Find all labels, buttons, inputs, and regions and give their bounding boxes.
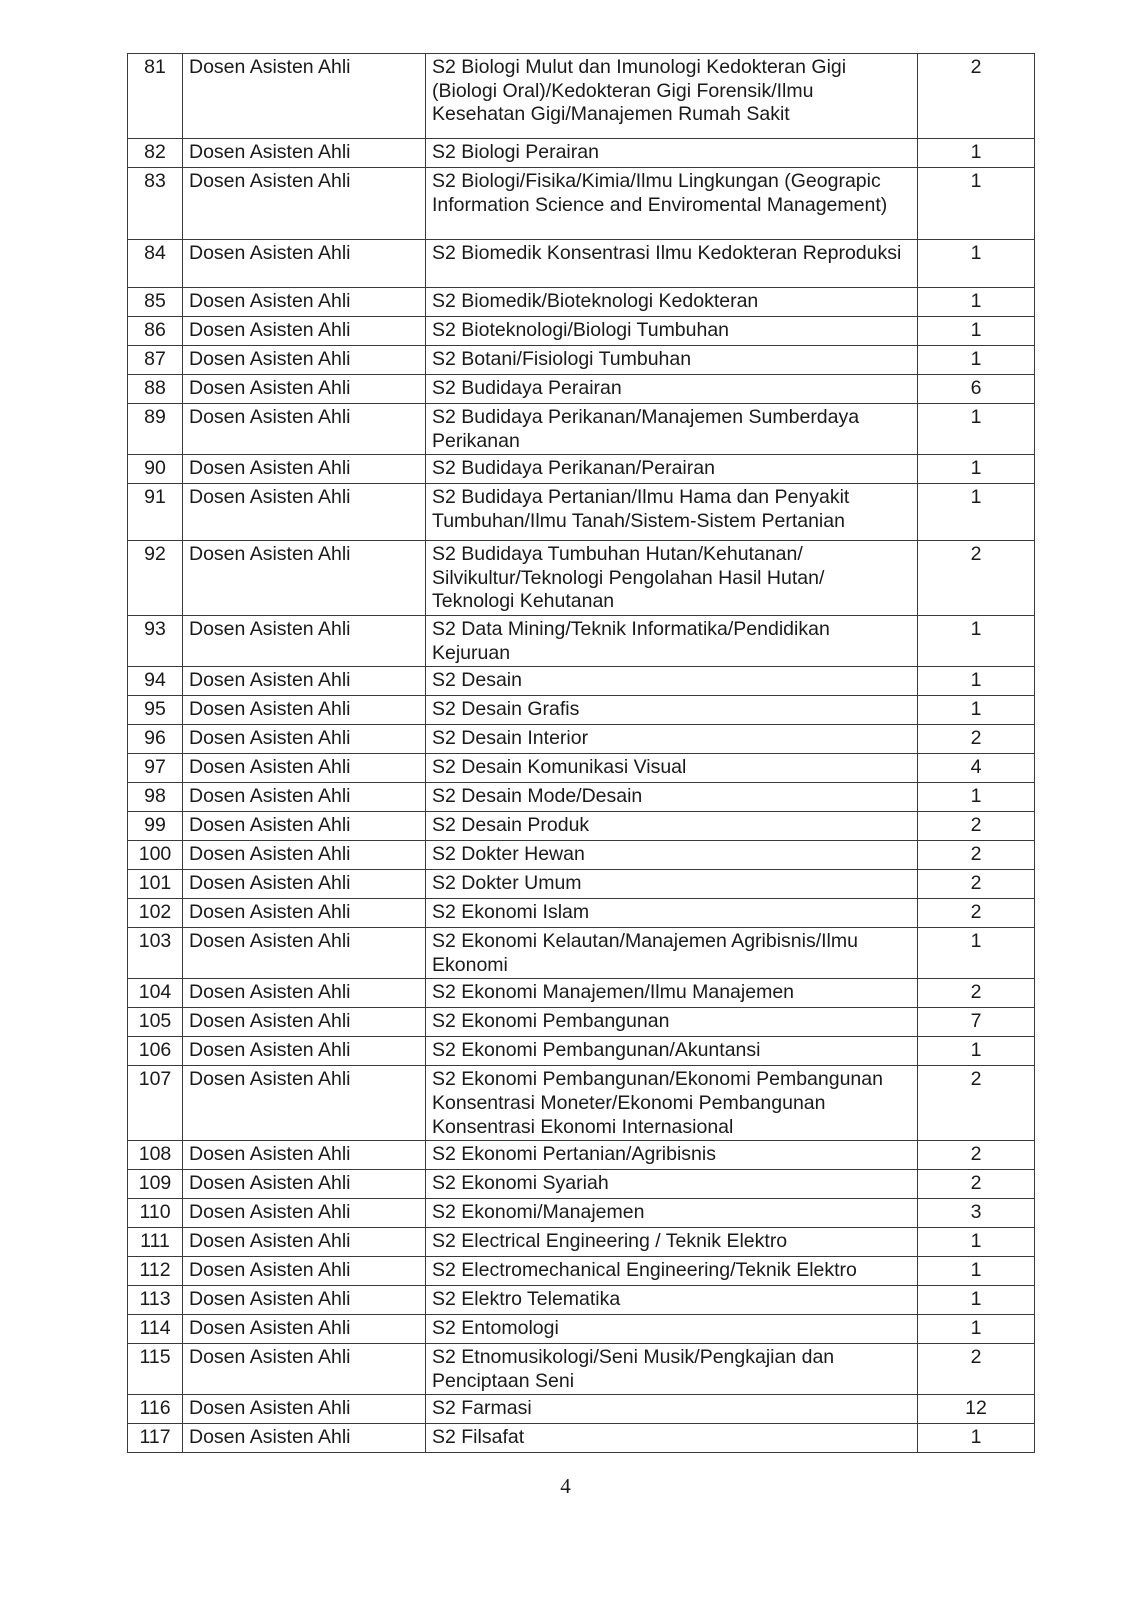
- row-number: 117: [128, 1424, 183, 1453]
- quota-cell: 1: [918, 455, 1035, 484]
- position-cell: Dosen Asisten Ahli: [183, 1037, 426, 1066]
- row-number: 99: [128, 812, 183, 841]
- row-number: 82: [128, 139, 183, 168]
- qualification-cell: S2 Farmasi: [426, 1395, 918, 1424]
- table-row: [128, 979, 1035, 1008]
- table-row: [128, 455, 1035, 484]
- quota-cell: 2: [918, 1066, 1035, 1141]
- position-cell: Dosen Asisten Ahli: [183, 54, 426, 139]
- position-cell: Dosen Asisten Ahli: [183, 139, 426, 168]
- row-number: 112: [128, 1257, 183, 1286]
- position-cell: Dosen Asisten Ahli: [183, 1008, 426, 1037]
- table-row: [128, 928, 1035, 979]
- table-row: [128, 1315, 1035, 1344]
- row-number: 86: [128, 317, 183, 346]
- qualification-cell: S2 Desain Produk: [426, 812, 918, 841]
- qualification-cell: S2 Biomedik/Bioteknologi Kedokteran: [426, 288, 918, 317]
- quota-cell: 2: [918, 1344, 1035, 1395]
- quota-cell: 1: [918, 1424, 1035, 1453]
- quota-cell: 7: [918, 1008, 1035, 1037]
- quota-cell: 4: [918, 754, 1035, 783]
- quota-cell: 1: [918, 696, 1035, 725]
- qualification-cell: S2 Budidaya Perikanan/Perairan: [426, 455, 918, 484]
- table-row: [128, 1257, 1035, 1286]
- table-row: [128, 1199, 1035, 1228]
- row-number: 113: [128, 1286, 183, 1315]
- qualification-cell: S2 Electrical Engineering / Teknik Elektro: [426, 1228, 918, 1257]
- row-number: 111: [128, 1228, 183, 1257]
- position-cell: Dosen Asisten Ahli: [183, 288, 426, 317]
- quota-cell: 2: [918, 979, 1035, 1008]
- row-number: 94: [128, 667, 183, 696]
- row-number: 103: [128, 928, 183, 979]
- quota-cell: 1: [918, 1228, 1035, 1257]
- qualification-cell: S2 Desain Interior: [426, 725, 918, 754]
- qualification-cell: S2 Ekonomi Islam: [426, 899, 918, 928]
- position-cell: Dosen Asisten Ahli: [183, 1424, 426, 1453]
- row-number: 90: [128, 455, 183, 484]
- row-number: 95: [128, 696, 183, 725]
- table-row: [128, 484, 1035, 541]
- quota-cell: 1: [918, 139, 1035, 168]
- quota-cell: 2: [918, 725, 1035, 754]
- quota-cell: 1: [918, 667, 1035, 696]
- qualification-cell: S2 Biologi Mulut dan Imunologi Kedokteran Gigi (Biologi Oral)/Kedokteran Gigi Forensik/Ilmu Kesehatan Gigi/Manajemen Rumah Sakit: [426, 54, 918, 139]
- row-number: 87: [128, 346, 183, 375]
- position-cell: Dosen Asisten Ahli: [183, 1199, 426, 1228]
- qualification-cell: S2 Biomedik Konsentrasi Ilmu Kedokteran Reproduksi: [426, 240, 918, 288]
- row-number: 105: [128, 1008, 183, 1037]
- position-cell: Dosen Asisten Ahli: [183, 812, 426, 841]
- position-cell: Dosen Asisten Ahli: [183, 240, 426, 288]
- position-cell: Dosen Asisten Ahli: [183, 841, 426, 870]
- quota-cell: 1: [918, 1315, 1035, 1344]
- row-number: 92: [128, 541, 183, 616]
- position-cell: Dosen Asisten Ahli: [183, 1170, 426, 1199]
- table-row: [128, 317, 1035, 346]
- position-cell: Dosen Asisten Ahli: [183, 168, 426, 240]
- qualification-cell: S2 Biologi Perairan: [426, 139, 918, 168]
- quota-cell: 6: [918, 375, 1035, 404]
- qualification-cell: S2 Budidaya Tumbuhan Hutan/Kehutanan/ Silvikultur/Teknologi Pengolahan Hasil Hutan/ Teknologi Kehutanan: [426, 541, 918, 616]
- qualification-cell: S2 Budidaya Perairan: [426, 375, 918, 404]
- quota-cell: 2: [918, 841, 1035, 870]
- row-number: 96: [128, 725, 183, 754]
- quota-cell: 1: [918, 240, 1035, 288]
- position-cell: Dosen Asisten Ahli: [183, 404, 426, 455]
- row-number: 85: [128, 288, 183, 317]
- table-row: [128, 240, 1035, 288]
- row-number: 106: [128, 1037, 183, 1066]
- quota-cell: 2: [918, 541, 1035, 616]
- qualification-cell: S2 Data Mining/Teknik Informatika/Pendidikan Kejuruan: [426, 615, 918, 666]
- row-number: 108: [128, 1141, 183, 1170]
- page-number: 4: [560, 1474, 571, 1498]
- row-number: 88: [128, 375, 183, 404]
- qualification-cell: S2 Ekonomi Syariah: [426, 1170, 918, 1199]
- quota-cell: 1: [918, 288, 1035, 317]
- table-row: [128, 1228, 1035, 1257]
- table-row: [128, 1170, 1035, 1199]
- row-number: 101: [128, 870, 183, 899]
- table-row: [128, 54, 1035, 139]
- quota-cell: 1: [918, 1037, 1035, 1066]
- table-row: [128, 870, 1035, 899]
- qualification-cell: S2 Filsafat: [426, 1424, 918, 1453]
- table-row: [128, 404, 1035, 455]
- qualification-cell: S2 Desain: [426, 667, 918, 696]
- qualification-cell: S2 Ekonomi Pertanian/Agribisnis: [426, 1141, 918, 1170]
- qualification-cell: S2 Dokter Umum: [426, 870, 918, 899]
- qualification-cell: S2 Budidaya Perikanan/Manajemen Sumberdaya Perikanan: [426, 404, 918, 455]
- position-cell: Dosen Asisten Ahli: [183, 1286, 426, 1315]
- position-cell: Dosen Asisten Ahli: [183, 375, 426, 404]
- qualification-cell: S2 Biologi/Fisika/Kimia/Ilmu Lingkungan (Geograpic Information Science and Enviromental Management): [426, 168, 918, 240]
- position-cell: Dosen Asisten Ahli: [183, 615, 426, 666]
- position-cell: Dosen Asisten Ahli: [183, 899, 426, 928]
- position-cell: Dosen Asisten Ahli: [183, 1315, 426, 1344]
- table-row: [128, 725, 1035, 754]
- quota-cell: 1: [918, 484, 1035, 541]
- position-cell: Dosen Asisten Ahli: [183, 870, 426, 899]
- position-cell: Dosen Asisten Ahli: [183, 1141, 426, 1170]
- table-row: [128, 1344, 1035, 1395]
- quota-cell: 1: [918, 346, 1035, 375]
- quota-cell: 1: [918, 168, 1035, 240]
- position-cell: Dosen Asisten Ahli: [183, 455, 426, 484]
- table-row: [128, 288, 1035, 317]
- table-row: [128, 541, 1035, 616]
- qualification-cell: S2 Elektro Telematika: [426, 1286, 918, 1315]
- qualification-cell: S2 Ekonomi Pembangunan/Ekonomi Pembangunan Konsentrasi Moneter/Ekonomi Pembangunan Konsentrasi Ekonomi Internasional: [426, 1066, 918, 1141]
- table-row: [128, 1008, 1035, 1037]
- position-cell: Dosen Asisten Ahli: [183, 1066, 426, 1141]
- qualification-cell: S2 Desain Mode/Desain: [426, 783, 918, 812]
- formation-table-body: [128, 54, 1035, 1453]
- position-cell: Dosen Asisten Ahli: [183, 1344, 426, 1395]
- table-row: [128, 375, 1035, 404]
- table-row: [128, 812, 1035, 841]
- quota-cell: 2: [918, 899, 1035, 928]
- qualification-cell: S2 Electromechanical Engineering/Teknik Elektro: [426, 1257, 918, 1286]
- row-number: 98: [128, 783, 183, 812]
- quota-cell: 1: [918, 615, 1035, 666]
- table-row: [128, 1141, 1035, 1170]
- row-number: 102: [128, 899, 183, 928]
- table-row: [128, 899, 1035, 928]
- table-row: [128, 346, 1035, 375]
- quota-cell: 2: [918, 812, 1035, 841]
- qualification-cell: S2 Botani/Fisiologi Tumbuhan: [426, 346, 918, 375]
- qualification-cell: S2 Ekonomi Manajemen/Ilmu Manajemen: [426, 979, 918, 1008]
- row-number: 107: [128, 1066, 183, 1141]
- row-number: 97: [128, 754, 183, 783]
- table-row: [128, 754, 1035, 783]
- row-number: 81: [128, 54, 183, 139]
- qualification-cell: S2 Bioteknologi/Biologi Tumbuhan: [426, 317, 918, 346]
- row-number: 115: [128, 1344, 183, 1395]
- qualification-cell: S2 Desain Grafis: [426, 696, 918, 725]
- position-cell: Dosen Asisten Ahli: [183, 1395, 426, 1424]
- row-number: 116: [128, 1395, 183, 1424]
- quota-cell: 1: [918, 1286, 1035, 1315]
- row-number: 89: [128, 404, 183, 455]
- position-cell: Dosen Asisten Ahli: [183, 541, 426, 616]
- quota-cell: 2: [918, 1141, 1035, 1170]
- formation-table: [127, 53, 1035, 1453]
- position-cell: Dosen Asisten Ahli: [183, 783, 426, 812]
- position-cell: Dosen Asisten Ahli: [183, 346, 426, 375]
- qualification-cell: S2 Desain Komunikasi Visual: [426, 754, 918, 783]
- position-cell: Dosen Asisten Ahli: [183, 696, 426, 725]
- table-row: [128, 615, 1035, 666]
- row-number: 91: [128, 484, 183, 541]
- quota-cell: 3: [918, 1199, 1035, 1228]
- quota-cell: 1: [918, 928, 1035, 979]
- qualification-cell: S2 Ekonomi Pembangunan/Akuntansi: [426, 1037, 918, 1066]
- qualification-cell: S2 Ekonomi Pembangunan: [426, 1008, 918, 1037]
- quota-cell: 2: [918, 870, 1035, 899]
- table-row: [128, 783, 1035, 812]
- position-cell: Dosen Asisten Ahli: [183, 979, 426, 1008]
- table-row: [128, 667, 1035, 696]
- qualification-cell: S2 Entomologi: [426, 1315, 918, 1344]
- table-row: [128, 1286, 1035, 1315]
- row-number: 109: [128, 1170, 183, 1199]
- position-cell: Dosen Asisten Ahli: [183, 667, 426, 696]
- position-cell: Dosen Asisten Ahli: [183, 754, 426, 783]
- qualification-cell: S2 Ekonomi Kelautan/Manajemen Agribisnis/Ilmu Ekonomi: [426, 928, 918, 979]
- position-cell: Dosen Asisten Ahli: [183, 1257, 426, 1286]
- row-number: 110: [128, 1199, 183, 1228]
- position-cell: Dosen Asisten Ahli: [183, 725, 426, 754]
- quota-cell: 2: [918, 54, 1035, 139]
- row-number: 84: [128, 240, 183, 288]
- table-row: [128, 168, 1035, 240]
- qualification-cell: S2 Dokter Hewan: [426, 841, 918, 870]
- row-number: 104: [128, 979, 183, 1008]
- qualification-cell: S2 Budidaya Pertanian/Ilmu Hama dan Penyakit Tumbuhan/Ilmu Tanah/Sistem-Sistem Pertanian: [426, 484, 918, 541]
- position-cell: Dosen Asisten Ahli: [183, 1228, 426, 1257]
- table-row: [128, 1424, 1035, 1453]
- quota-cell: 12: [918, 1395, 1035, 1424]
- row-number: 114: [128, 1315, 183, 1344]
- row-number: 100: [128, 841, 183, 870]
- row-number: 83: [128, 168, 183, 240]
- quota-cell: 1: [918, 404, 1035, 455]
- table-row: [128, 841, 1035, 870]
- table-row: [128, 1395, 1035, 1424]
- table-row: [128, 1037, 1035, 1066]
- table-row: [128, 139, 1035, 168]
- qualification-cell: S2 Etnomusikologi/Seni Musik/Pengkajian dan Penciptaan Seni: [426, 1344, 918, 1395]
- table-row: [128, 696, 1035, 725]
- table-row: [128, 1066, 1035, 1141]
- row-number: 93: [128, 615, 183, 666]
- quota-cell: 1: [918, 317, 1035, 346]
- quota-cell: 1: [918, 783, 1035, 812]
- position-cell: Dosen Asisten Ahli: [183, 484, 426, 541]
- position-cell: Dosen Asisten Ahli: [183, 928, 426, 979]
- quota-cell: 1: [918, 1257, 1035, 1286]
- qualification-cell: S2 Ekonomi/Manajemen: [426, 1199, 918, 1228]
- position-cell: Dosen Asisten Ahli: [183, 317, 426, 346]
- quota-cell: 2: [918, 1170, 1035, 1199]
